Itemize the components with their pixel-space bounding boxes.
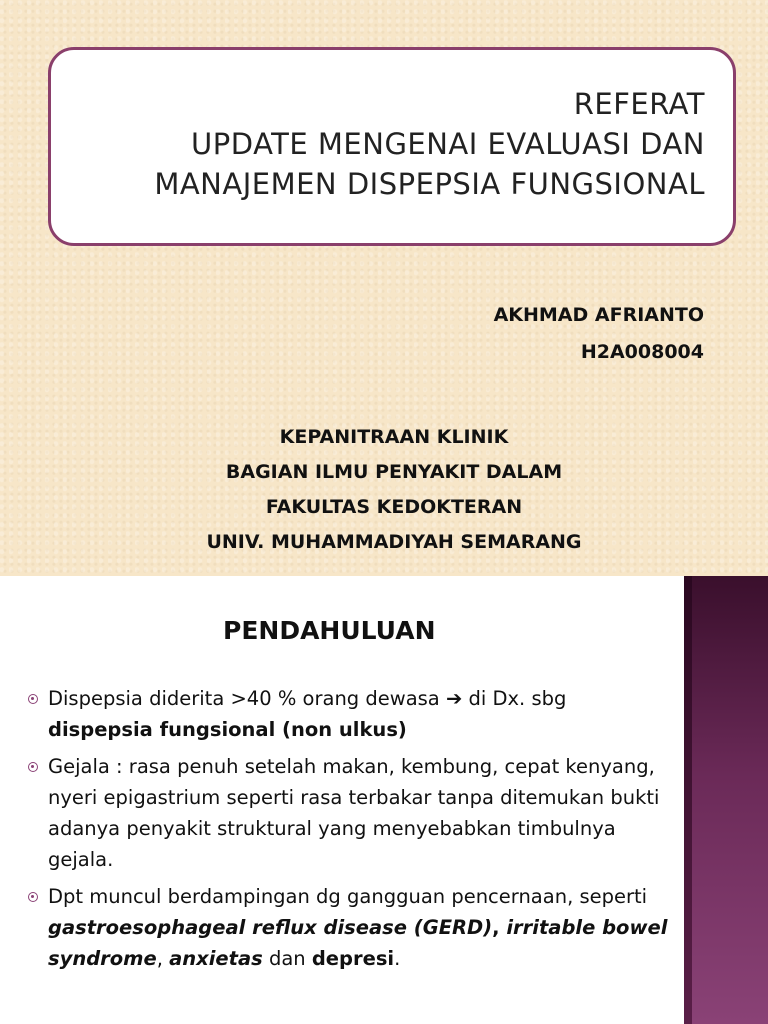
bullet-icon <box>28 762 38 772</box>
institution-line-2: BAGIAN ILMU PENYAKIT DALAM <box>225 461 563 483</box>
bullet-icon <box>28 892 38 902</box>
bullet-item <box>28 881 668 974</box>
title-line-1: REFERAT <box>573 87 705 121</box>
arrow-right-icon: ➔ <box>445 687 463 710</box>
bullet-emphasis: dispepsia fungsional (non ulkus) <box>48 718 407 741</box>
author-name: AKHMAD AFRIANTO <box>493 304 704 326</box>
term-anxietas: anxietas <box>169 947 263 970</box>
separator: dan <box>262 947 312 970</box>
author-id: H2A008004 <box>580 341 704 363</box>
bullet-icon <box>28 694 38 704</box>
institution-line-1: KEPANITRAAN KLINIK <box>279 426 509 448</box>
separator: , <box>156 947 170 970</box>
institution-line-4: UNIV. MUHAMMADIYAH SEMARANG <box>206 531 582 553</box>
term-gerd: gastroesophageal reflux disease (GERD) <box>48 916 493 939</box>
bullet-text: Dispepsia diderita >40 % orang dewasa <box>48 687 440 710</box>
slide-title <box>154 84 705 204</box>
author-block <box>494 297 704 371</box>
title-box <box>48 47 736 246</box>
separator: . <box>394 947 401 970</box>
title-line-2: UPDATE MENGENAI EVALUASI DAN <box>191 127 705 161</box>
institution-block <box>0 420 768 560</box>
bullet-item <box>28 683 668 745</box>
bullet-list <box>28 683 668 980</box>
term-depresi: depresi <box>311 947 395 970</box>
slide-heading: PENDAHULUAN <box>223 616 436 645</box>
bullet-item <box>28 751 668 875</box>
decorative-sidebar <box>684 576 768 1024</box>
separator: , <box>492 916 507 939</box>
term-ibs: irritable bowel syndrome <box>48 916 668 970</box>
bullet-text: Dpt muncul berdampingan dg gangguan pencernaan, seperti <box>48 885 648 908</box>
bullet-text: Gejala : rasa penuh setelah makan, kembung, cepat kenyang, nyeri epigastrium seperti rasa terbakar tanpa ditemukan bukti adanya penyakit struktural yang menyebabkan timbulnya gejala. <box>48 755 660 871</box>
title-line-3: MANAJEMEN DISPEPSIA FUNGSIONAL <box>154 167 705 201</box>
content-slide <box>0 576 768 1024</box>
institution-line-3: FAKULTAS KEDOKTERAN <box>265 496 523 518</box>
bullet-text: di Dx. sbg <box>462 687 567 710</box>
